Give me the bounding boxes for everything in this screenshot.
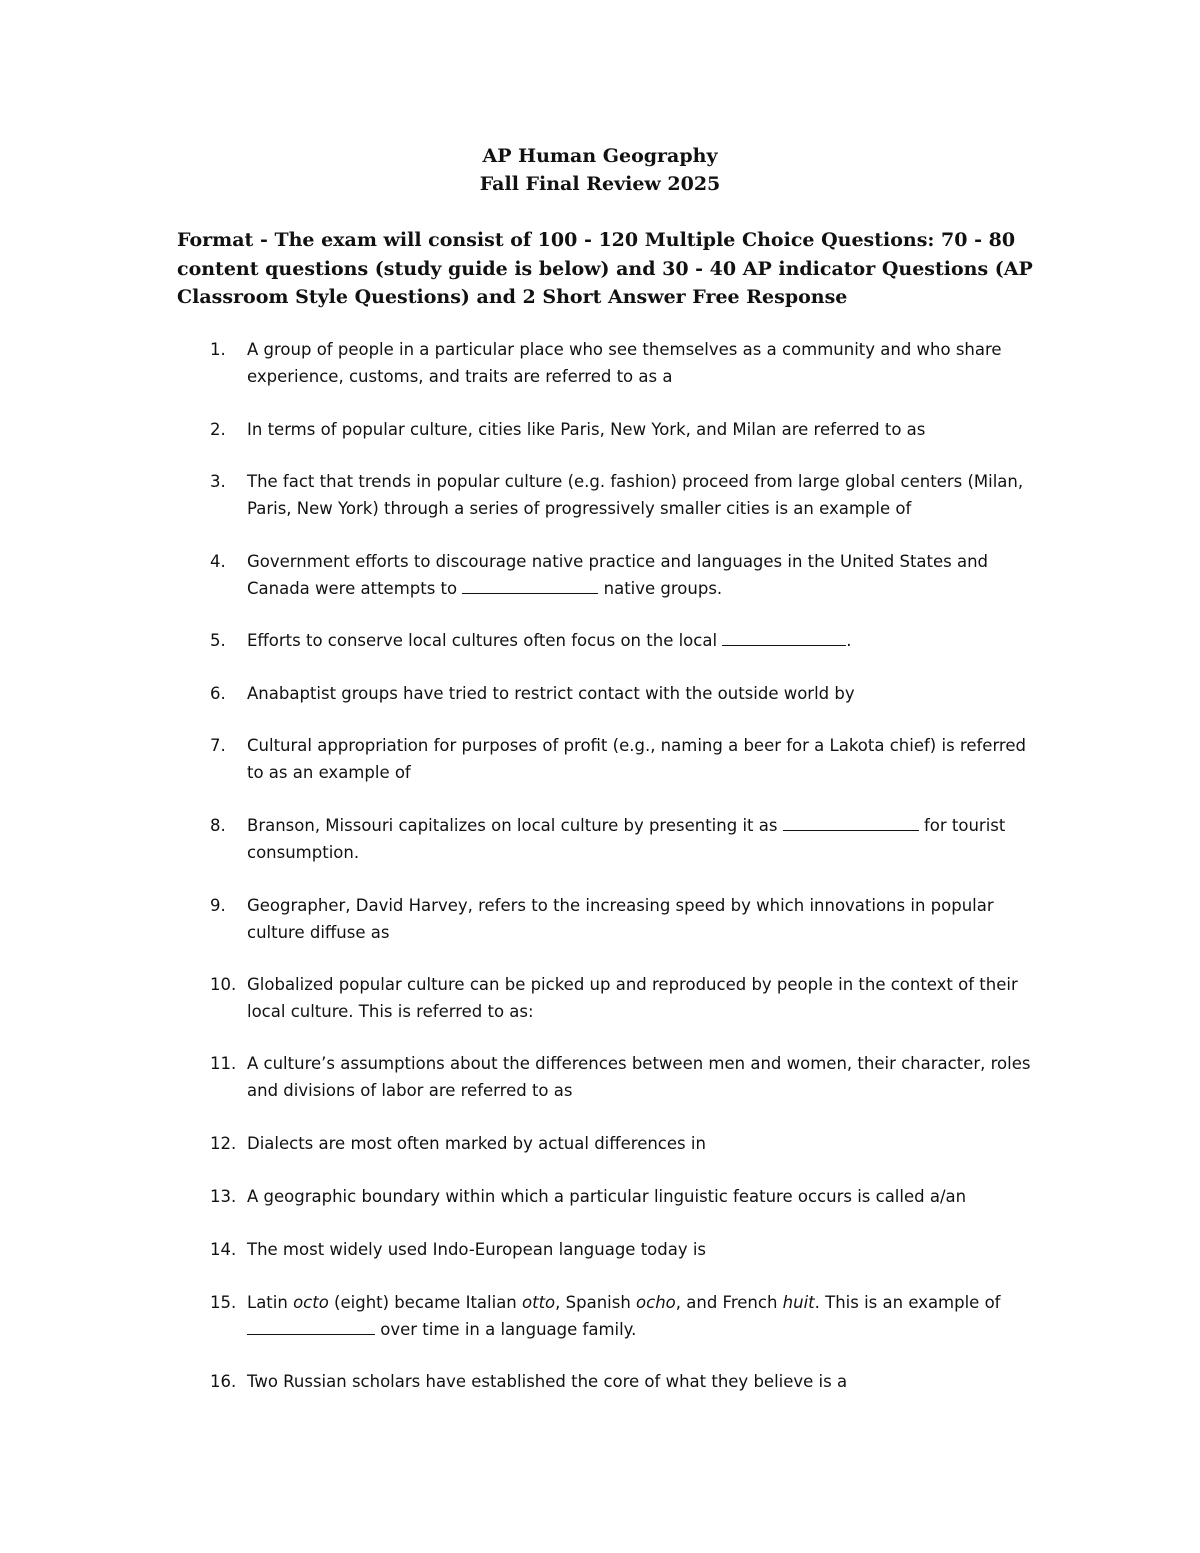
- question-number: 5.: [210, 631, 226, 650]
- answer-blank: [783, 813, 919, 831]
- answer-blank: [247, 1317, 375, 1335]
- question-text: Geographer, David Harvey, refers to the increasing speed by which innovations in popular culture diffuse as: [247, 896, 994, 942]
- question-number: 9.: [210, 896, 226, 915]
- answer-blank: [722, 628, 846, 646]
- question-text-part: , and French: [675, 1293, 783, 1312]
- question-text: Anabaptist groups have tried to restrict contact with the outside world by: [247, 684, 855, 703]
- question-text-part: over time in a language family.: [380, 1319, 637, 1339]
- question-text-after: native groups.: [603, 578, 723, 598]
- latin-word: octo: [293, 1293, 329, 1312]
- format-description: Format - The exam will consist of 100 - 120 Multiple Choice Questions: 70 - 80 content questions (study guide is below) and 30 - 40 AP indicator Questions (AP Classroom Style Questions) and 2 Short Answer Free Response: [177, 229, 1033, 308]
- french-word: huit: [782, 1293, 815, 1312]
- question-number: 6.: [210, 684, 226, 703]
- question-text: Two Russian scholars have established the core of what they believe is a: [247, 1372, 848, 1391]
- question-text-part: Latin: [247, 1293, 294, 1312]
- question-number: 4.: [210, 552, 226, 571]
- question-number: 8.: [210, 816, 226, 835]
- question-number: 11.: [210, 1054, 237, 1073]
- question-text: Cultural appropriation for purposes of profit (e.g., naming a beer for a Lakota chief) is referred to as an example of: [247, 736, 1026, 782]
- question-text: [247, 549, 1047, 602]
- question-text: A geographic boundary within which a particular linguistic feature occurs is called a/an: [247, 1187, 967, 1206]
- spanish-word: ocho: [636, 1293, 676, 1312]
- question-text-part: . This is an example of: [814, 1293, 1001, 1312]
- question-number: 7.: [210, 736, 226, 755]
- question-text: The fact that trends in popular culture (e.g. fashion) proceed from large global centers (Milan, Paris, New York) through a series of progressively smaller cities is an example of: [247, 472, 1024, 518]
- question-text-after: for tourist consumption.: [247, 816, 1006, 862]
- question-text-before: Efforts to conserve local cultures often focus on the local: [247, 631, 718, 650]
- answer-blank: [462, 576, 598, 594]
- question-number: 14.: [210, 1240, 237, 1259]
- question-text: [247, 813, 1047, 866]
- question-text-part: (eight) became Italian: [328, 1293, 523, 1312]
- document-title: AP Human Geography: [482, 145, 718, 167]
- question-text: A group of people in a particular place who see themselves as a community and who share experience, customs, and traits are referred to as a: [247, 340, 1002, 386]
- question-number: 2.: [210, 420, 226, 439]
- question-number: 16.: [210, 1372, 237, 1391]
- italian-word: otto: [522, 1293, 556, 1312]
- question-text-part: , Spanish: [555, 1293, 637, 1312]
- question-text: Globalized popular culture can be picked up and reproduced by people in the context of their local culture. This is referred to as:: [247, 975, 1018, 1021]
- document-subtitle: Fall Final Review 2025: [479, 173, 721, 195]
- question-text: [247, 628, 1047, 655]
- question-number: 15.: [210, 1293, 237, 1312]
- question-text: Dialects are most often marked by actual differences in: [247, 1134, 706, 1153]
- question-text: [247, 1290, 1047, 1343]
- question-text: A culture’s assumptions about the differences between men and women, their character, roles and divisions of labor are referred to as: [247, 1054, 1031, 1100]
- question-text-after: .: [846, 631, 852, 650]
- question-number: 10.: [210, 975, 237, 994]
- question-number: 1.: [210, 340, 226, 359]
- question-text: In terms of popular culture, cities like Paris, New York, and Milan are referred to as: [247, 420, 926, 439]
- question-text-before: Government efforts to discourage native practice and languages in the United States and Canada were attempts to: [247, 552, 989, 598]
- question-text-before: Branson, Missouri capitalizes on local culture by presenting it as: [247, 816, 778, 835]
- question-number: 12.: [210, 1134, 237, 1153]
- question-number: 13.: [210, 1187, 237, 1206]
- title-block: [0, 142, 1200, 198]
- question-text: The most widely used Indo-European language today is: [247, 1240, 707, 1259]
- question-number: 3.: [210, 472, 226, 491]
